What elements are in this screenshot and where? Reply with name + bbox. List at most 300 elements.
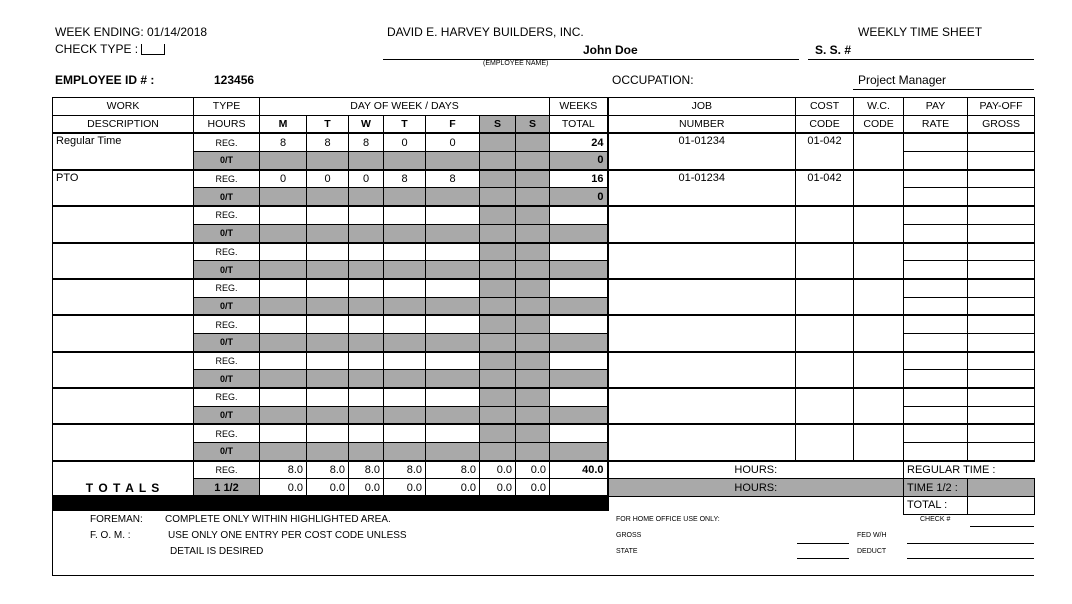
work-description[interactable]: Regular Time	[53, 133, 194, 169]
pay-rate[interactable]	[904, 279, 968, 297]
reg-hours-cell[interactable]	[349, 424, 384, 442]
reg-hours-cell[interactable]	[307, 424, 349, 442]
col-cost: COST	[796, 98, 854, 116]
reg-hours-cell[interactable]	[480, 352, 516, 370]
work-description[interactable]	[53, 206, 194, 242]
reg-hours-cell[interactable]	[516, 206, 550, 224]
ot-hours-cell[interactable]	[349, 188, 384, 206]
foreman-label: FOREMAN:	[90, 514, 143, 525]
col-pay: PAY	[904, 98, 968, 116]
ot-hours-cell[interactable]	[307, 188, 349, 206]
col-job-2: NUMBER	[608, 115, 796, 133]
ot-hours-cell[interactable]	[307, 406, 349, 424]
cost-code[interactable]: 01-042	[796, 170, 854, 206]
occupation-line	[853, 89, 1034, 90]
reg-label: REG.	[194, 315, 260, 333]
reg-hours-cell[interactable]	[516, 279, 550, 297]
ot-hours-cell[interactable]	[260, 297, 307, 315]
instruction-3: DETAIL IS DESIRED	[170, 546, 264, 557]
reg-hours-cell[interactable]	[307, 243, 349, 261]
reg-hours-cell[interactable]	[384, 206, 426, 224]
reg-hours-cell[interactable]	[384, 243, 426, 261]
week-ending: WEEK ENDING: 01/14/2018	[55, 25, 208, 39]
ot-label: 0/T	[194, 261, 260, 279]
col-wc-2: CODE	[854, 115, 904, 133]
reg-hours-cell[interactable]: 8	[384, 170, 426, 188]
reg-hours-cell[interactable]	[426, 315, 480, 333]
pay-rate[interactable]	[904, 352, 968, 370]
state-line[interactable]	[797, 558, 849, 559]
reg-hours-cell[interactable]	[480, 243, 516, 261]
ot-hours-cell[interactable]	[260, 406, 307, 424]
totals-ot-cell: 0.0	[384, 479, 426, 497]
header-row-1	[53, 98, 1035, 116]
payoff-gross-ot[interactable]	[968, 333, 1035, 351]
reg-hours-cell[interactable]	[349, 243, 384, 261]
pay-rate-ot[interactable]	[904, 370, 968, 388]
employee-name-line	[383, 59, 799, 60]
payoff-gross[interactable]	[968, 388, 1035, 406]
reg-hours-cell[interactable]	[307, 352, 349, 370]
ot-week-total	[550, 406, 608, 424]
reg-hours-cell[interactable]	[260, 206, 307, 224]
ss-label: S. S. #	[815, 43, 852, 57]
pay-rate-ot[interactable]	[904, 261, 968, 279]
ot-hours-cell[interactable]	[516, 297, 550, 315]
employee-id-value[interactable]: 123456	[214, 73, 255, 87]
cost-code[interactable]	[796, 206, 854, 242]
pay-rate[interactable]	[904, 424, 968, 442]
work-description[interactable]: PTO	[53, 170, 194, 206]
ot-hours-cell[interactable]	[480, 188, 516, 206]
reg-hours-cell[interactable]	[426, 279, 480, 297]
totals-reg-cell: 8.0	[384, 461, 426, 479]
instruction-1: COMPLETE ONLY WITHIN HIGHLIGHTED AREA.	[165, 514, 391, 525]
work-description[interactable]	[53, 279, 194, 315]
totals-black-bar	[52, 495, 609, 511]
pay-rate[interactable]	[904, 388, 968, 406]
ot-hours-cell[interactable]	[349, 297, 384, 315]
job-number[interactable]	[608, 352, 796, 388]
totals-reg-week-total: 40.0	[550, 461, 608, 479]
reg-label: REG.	[194, 206, 260, 224]
job-number[interactable]	[608, 243, 796, 279]
cost-code[interactable]	[796, 315, 854, 351]
ot-hours-cell[interactable]	[307, 370, 349, 388]
ot-hours-cell[interactable]	[349, 370, 384, 388]
ot-hours-cell[interactable]	[349, 261, 384, 279]
ot-hours-cell[interactable]	[307, 443, 349, 461]
fed-wh-line[interactable]	[907, 543, 1034, 544]
deduct-line[interactable]	[907, 558, 1034, 559]
job-number[interactable]: 01-01234	[608, 170, 796, 206]
totals-ot-row	[53, 479, 1035, 497]
reg-hours-cell[interactable]	[426, 388, 480, 406]
ot-hours-cell[interactable]	[307, 152, 349, 170]
reg-hours-cell[interactable]	[307, 315, 349, 333]
totals-ot-cell: 0.0	[349, 479, 384, 497]
reg-hours-cell[interactable]: 0	[349, 170, 384, 188]
total-value[interactable]	[968, 497, 1035, 515]
ss-line	[808, 59, 1034, 60]
ot-week-total	[550, 333, 608, 351]
pay-rate[interactable]	[904, 170, 968, 188]
wc-code[interactable]	[854, 170, 904, 206]
regular-time-label: REGULAR TIME :	[904, 461, 1035, 479]
total-label: TOTAL :	[904, 497, 968, 515]
occupation-value[interactable]: Project Manager	[858, 73, 947, 87]
reg-hours-cell[interactable]: 8	[349, 133, 384, 151]
check-type-label	[55, 42, 165, 56]
pay-rate-ot[interactable]	[904, 152, 968, 170]
reg-hours-cell[interactable]	[480, 206, 516, 224]
ot-hours-cell[interactable]	[384, 406, 426, 424]
entry-reg-row	[53, 170, 1035, 188]
ot-hours-cell[interactable]	[384, 333, 426, 351]
ot-hours-cell[interactable]	[349, 152, 384, 170]
reg-hours-cell[interactable]	[349, 206, 384, 224]
reg-hours-cell[interactable]	[480, 133, 516, 151]
reg-hours-cell[interactable]	[349, 388, 384, 406]
wc-code[interactable]	[854, 206, 904, 242]
ot-hours-cell[interactable]	[260, 443, 307, 461]
pay-rate[interactable]	[904, 243, 968, 261]
col-type-2: HOURS	[194, 115, 260, 133]
payoff-gross-ot[interactable]	[968, 370, 1035, 388]
ot-hours-cell[interactable]	[516, 333, 550, 351]
entry-reg-row	[53, 133, 1035, 151]
time-half-label: TIME 1/2 :	[904, 479, 968, 497]
reg-hours-cell[interactable]	[384, 388, 426, 406]
entry-reg-row	[53, 315, 1035, 333]
job-number[interactable]	[608, 279, 796, 315]
ot-hours-cell[interactable]	[426, 188, 480, 206]
entry-reg-row	[53, 388, 1035, 406]
day-thu: T	[384, 115, 426, 133]
wc-code[interactable]	[854, 424, 904, 460]
reg-hours-cell[interactable]: 0	[307, 170, 349, 188]
instruction-2: USE ONLY ONE ENTRY PER COST CODE UNLESS	[168, 530, 407, 541]
work-description[interactable]	[53, 424, 194, 460]
reg-hours-cell[interactable]	[349, 352, 384, 370]
pay-rate-ot[interactable]	[904, 333, 968, 351]
ot-hours-cell[interactable]	[426, 406, 480, 424]
ot-hours-cell[interactable]	[307, 297, 349, 315]
work-description[interactable]	[53, 315, 194, 351]
day-mon: M	[260, 115, 307, 133]
ot-hours-cell[interactable]	[426, 224, 480, 242]
reg-hours-cell[interactable]	[480, 424, 516, 442]
job-number[interactable]	[608, 424, 796, 460]
ot-label: 0/T	[194, 443, 260, 461]
payoff-gross[interactable]	[968, 170, 1035, 188]
ot-hours-cell[interactable]	[260, 188, 307, 206]
ot-hours-cell[interactable]	[426, 152, 480, 170]
cost-code[interactable]	[796, 388, 854, 424]
reg-hours-cell[interactable]	[516, 315, 550, 333]
ot-hours-cell[interactable]	[260, 333, 307, 351]
ot-hours-cell[interactable]	[426, 297, 480, 315]
ot-hours-cell[interactable]	[384, 224, 426, 242]
hours-label-ot: HOURS:	[608, 479, 904, 497]
employee-name[interactable]: John Doe	[583, 43, 638, 57]
reg-hours-cell[interactable]	[384, 424, 426, 442]
col-days-group: DAY OF WEEK / DAYS	[260, 98, 550, 116]
payoff-gross-ot[interactable]	[968, 261, 1035, 279]
reg-hours-cell[interactable]	[384, 279, 426, 297]
reg-hours-cell[interactable]	[307, 388, 349, 406]
ot-hours-cell[interactable]	[260, 224, 307, 242]
cost-code[interactable]	[796, 243, 854, 279]
ot-hours-cell[interactable]	[426, 333, 480, 351]
ot-week-total	[550, 443, 608, 461]
payoff-gross[interactable]	[968, 243, 1035, 261]
ot-hours-cell[interactable]	[480, 406, 516, 424]
ot-hours-cell[interactable]	[480, 370, 516, 388]
reg-hours-cell[interactable]: 8	[426, 170, 480, 188]
reg-hours-cell[interactable]	[426, 243, 480, 261]
job-number[interactable]	[608, 206, 796, 242]
ot-hours-cell[interactable]	[260, 370, 307, 388]
time-half-value[interactable]	[968, 479, 1035, 497]
reg-hours-cell[interactable]	[384, 315, 426, 333]
cost-code[interactable]	[796, 352, 854, 388]
pay-rate-ot[interactable]	[904, 188, 968, 206]
reg-hours-cell[interactable]	[260, 279, 307, 297]
ot-hours-cell[interactable]	[349, 443, 384, 461]
reg-hours-cell[interactable]: 0	[260, 170, 307, 188]
ot-week-total	[550, 224, 608, 242]
ot-hours-cell[interactable]	[426, 370, 480, 388]
ot-hours-cell[interactable]	[426, 443, 480, 461]
reg-hours-cell[interactable]	[426, 206, 480, 224]
totals-spacer	[608, 497, 904, 515]
reg-hours-cell[interactable]	[516, 170, 550, 188]
totals-ot-week-total	[550, 479, 608, 497]
reg-hours-cell[interactable]	[516, 424, 550, 442]
pay-rate-ot[interactable]	[904, 406, 968, 424]
reg-hours-cell[interactable]: 0	[426, 133, 480, 151]
entry-reg-row	[53, 352, 1035, 370]
reg-hours-cell[interactable]	[260, 352, 307, 370]
work-description[interactable]	[53, 243, 194, 279]
pay-rate-ot[interactable]	[904, 297, 968, 315]
entry-reg-row	[53, 424, 1035, 442]
payoff-gross[interactable]	[968, 279, 1035, 297]
pay-rate[interactable]	[904, 315, 968, 333]
reg-hours-cell[interactable]	[516, 388, 550, 406]
payoff-gross-ot[interactable]	[968, 406, 1035, 424]
footer-frame-left	[52, 511, 53, 575]
reg-hours-cell[interactable]	[516, 243, 550, 261]
reg-hours-cell[interactable]	[307, 206, 349, 224]
reg-week-total	[550, 352, 608, 370]
payoff-gross-ot[interactable]	[968, 224, 1035, 242]
ot-hours-cell[interactable]	[516, 188, 550, 206]
wc-code[interactable]	[854, 388, 904, 424]
reg-label: REG.	[194, 170, 260, 188]
ot-hours-cell[interactable]	[384, 443, 426, 461]
ot-hours-cell[interactable]	[307, 224, 349, 242]
reg-label: REG.	[194, 388, 260, 406]
reg-hours-cell[interactable]: 8	[307, 133, 349, 151]
payoff-gross[interactable]	[968, 352, 1035, 370]
ot-hours-cell[interactable]	[384, 152, 426, 170]
job-number[interactable]: 01-01234	[608, 133, 796, 169]
pay-rate-ot[interactable]	[904, 224, 968, 242]
totals-ot-cell: 0.0	[516, 479, 550, 497]
state-label: STATE	[616, 548, 638, 555]
wc-code[interactable]	[854, 279, 904, 315]
pay-rate-ot[interactable]	[904, 443, 968, 461]
gross-line[interactable]	[797, 543, 849, 544]
reg-hours-cell[interactable]	[480, 279, 516, 297]
ot-hours-cell[interactable]	[516, 443, 550, 461]
ot-hours-cell[interactable]	[307, 261, 349, 279]
ot-hours-cell[interactable]	[516, 224, 550, 242]
reg-label: REG.	[194, 279, 260, 297]
reg-label: REG.	[194, 243, 260, 261]
reg-hours-cell[interactable]	[516, 352, 550, 370]
fed-wh-label: FED W/H	[857, 532, 887, 539]
pay-rate[interactable]	[904, 206, 968, 224]
totals-ot-cell: 0.0	[426, 479, 480, 497]
ot-label: 0/T	[194, 406, 260, 424]
entry-reg-row	[53, 243, 1035, 261]
ot-week-total	[550, 370, 608, 388]
check-number-line[interactable]	[970, 526, 1034, 527]
ot-hours-cell[interactable]	[516, 406, 550, 424]
reg-hours-cell[interactable]	[260, 315, 307, 333]
gross-label: GROSS	[616, 532, 642, 539]
employee-name-caption: (EMPLOYEE NAME)	[483, 60, 549, 67]
footer-frame-bottom	[52, 575, 1034, 576]
cost-code[interactable]	[796, 424, 854, 460]
payoff-gross[interactable]	[968, 315, 1035, 333]
payoff-gross-ot[interactable]	[968, 152, 1035, 170]
reg-hours-cell[interactable]	[307, 279, 349, 297]
reg-hours-cell[interactable]	[260, 388, 307, 406]
ot-hours-cell[interactable]	[384, 188, 426, 206]
wc-code[interactable]	[854, 243, 904, 279]
work-description[interactable]	[53, 388, 194, 424]
check-number-label: CHECK #	[920, 516, 951, 523]
reg-week-total	[550, 315, 608, 333]
wc-code[interactable]	[854, 315, 904, 351]
totals-type-label: 1 1/2	[194, 479, 260, 497]
reg-hours-cell[interactable]	[384, 352, 426, 370]
reg-hours-cell[interactable]	[260, 424, 307, 442]
ot-hours-cell[interactable]	[480, 224, 516, 242]
ot-hours-cell[interactable]	[384, 261, 426, 279]
totals-reg-cell: 0.0	[516, 461, 550, 479]
totals-ot-cell: 0.0	[480, 479, 516, 497]
reg-hours-cell[interactable]: 8	[260, 133, 307, 151]
entry-reg-row	[53, 279, 1035, 297]
occupation-label: OCCUPATION:	[612, 73, 694, 87]
ot-hours-cell[interactable]	[516, 261, 550, 279]
ot-hours-cell[interactable]	[260, 152, 307, 170]
pay-rate[interactable]	[904, 133, 968, 151]
reg-hours-cell[interactable]	[516, 133, 550, 151]
ot-hours-cell[interactable]	[480, 261, 516, 279]
job-number[interactable]	[608, 388, 796, 424]
ot-hours-cell[interactable]	[480, 152, 516, 170]
ot-hours-cell[interactable]	[349, 333, 384, 351]
ot-hours-cell[interactable]	[384, 370, 426, 388]
col-weeks: WEEKS	[550, 98, 608, 116]
col-work: WORK	[53, 98, 194, 116]
job-number[interactable]	[608, 315, 796, 351]
col-job: JOB	[608, 98, 796, 116]
work-description[interactable]	[53, 352, 194, 388]
ot-hours-cell[interactable]	[480, 333, 516, 351]
reg-hours-cell[interactable]	[349, 279, 384, 297]
wc-code[interactable]	[854, 352, 904, 388]
payoff-gross-ot[interactable]	[968, 297, 1035, 315]
reg-hours-cell[interactable]: 0	[384, 133, 426, 151]
cost-code[interactable]	[796, 279, 854, 315]
day-fri: F	[426, 115, 480, 133]
col-wc: W.C.	[854, 98, 904, 116]
ot-hours-cell[interactable]	[384, 297, 426, 315]
ot-hours-cell[interactable]	[307, 333, 349, 351]
form-title: WEEKLY TIME SHEET	[858, 25, 983, 39]
ot-label: 0/T	[194, 333, 260, 351]
day-wed: W	[349, 115, 384, 133]
col-weeks-2: TOTAL	[550, 115, 608, 133]
payoff-gross[interactable]	[968, 206, 1035, 224]
ot-hours-cell[interactable]	[349, 224, 384, 242]
day-sun: S	[516, 115, 550, 133]
reg-hours-cell[interactable]	[480, 388, 516, 406]
reg-hours-cell[interactable]	[260, 243, 307, 261]
ot-week-total: 0	[550, 188, 608, 206]
reg-hours-cell[interactable]	[426, 424, 480, 442]
reg-week-total	[550, 243, 608, 261]
check-type-box[interactable]	[141, 44, 165, 55]
reg-week-total: 24	[550, 133, 608, 151]
cost-code[interactable]: 01-042	[796, 133, 854, 169]
totals-reg-cell: 0.0	[480, 461, 516, 479]
reg-hours-cell[interactable]	[426, 352, 480, 370]
reg-week-total	[550, 279, 608, 297]
reg-hours-cell[interactable]	[480, 315, 516, 333]
payoff-gross-ot[interactable]	[968, 443, 1035, 461]
ot-hours-cell[interactable]	[480, 443, 516, 461]
wc-code[interactable]	[854, 133, 904, 169]
payoff-gross[interactable]	[968, 133, 1035, 151]
ot-hours-cell[interactable]	[516, 152, 550, 170]
col-payoff-2: GROSS	[968, 115, 1035, 133]
ot-week-total	[550, 297, 608, 315]
ot-hours-cell[interactable]	[349, 406, 384, 424]
totals-ot-cell: 0.0	[307, 479, 349, 497]
ot-hours-cell[interactable]	[516, 370, 550, 388]
ot-label: 0/T	[194, 370, 260, 388]
ot-hours-cell[interactable]	[426, 261, 480, 279]
entry-reg-row	[53, 206, 1035, 224]
reg-hours-cell[interactable]	[480, 170, 516, 188]
day-tue: T	[307, 115, 349, 133]
payoff-gross-ot[interactable]	[968, 188, 1035, 206]
ot-hours-cell[interactable]	[260, 261, 307, 279]
reg-hours-cell[interactable]	[349, 315, 384, 333]
payoff-gross[interactable]	[968, 424, 1035, 442]
ot-hours-cell[interactable]	[480, 297, 516, 315]
company-name: DAVID E. HARVEY BUILDERS, INC.	[387, 25, 584, 39]
col-type: TYPE	[194, 98, 260, 116]
